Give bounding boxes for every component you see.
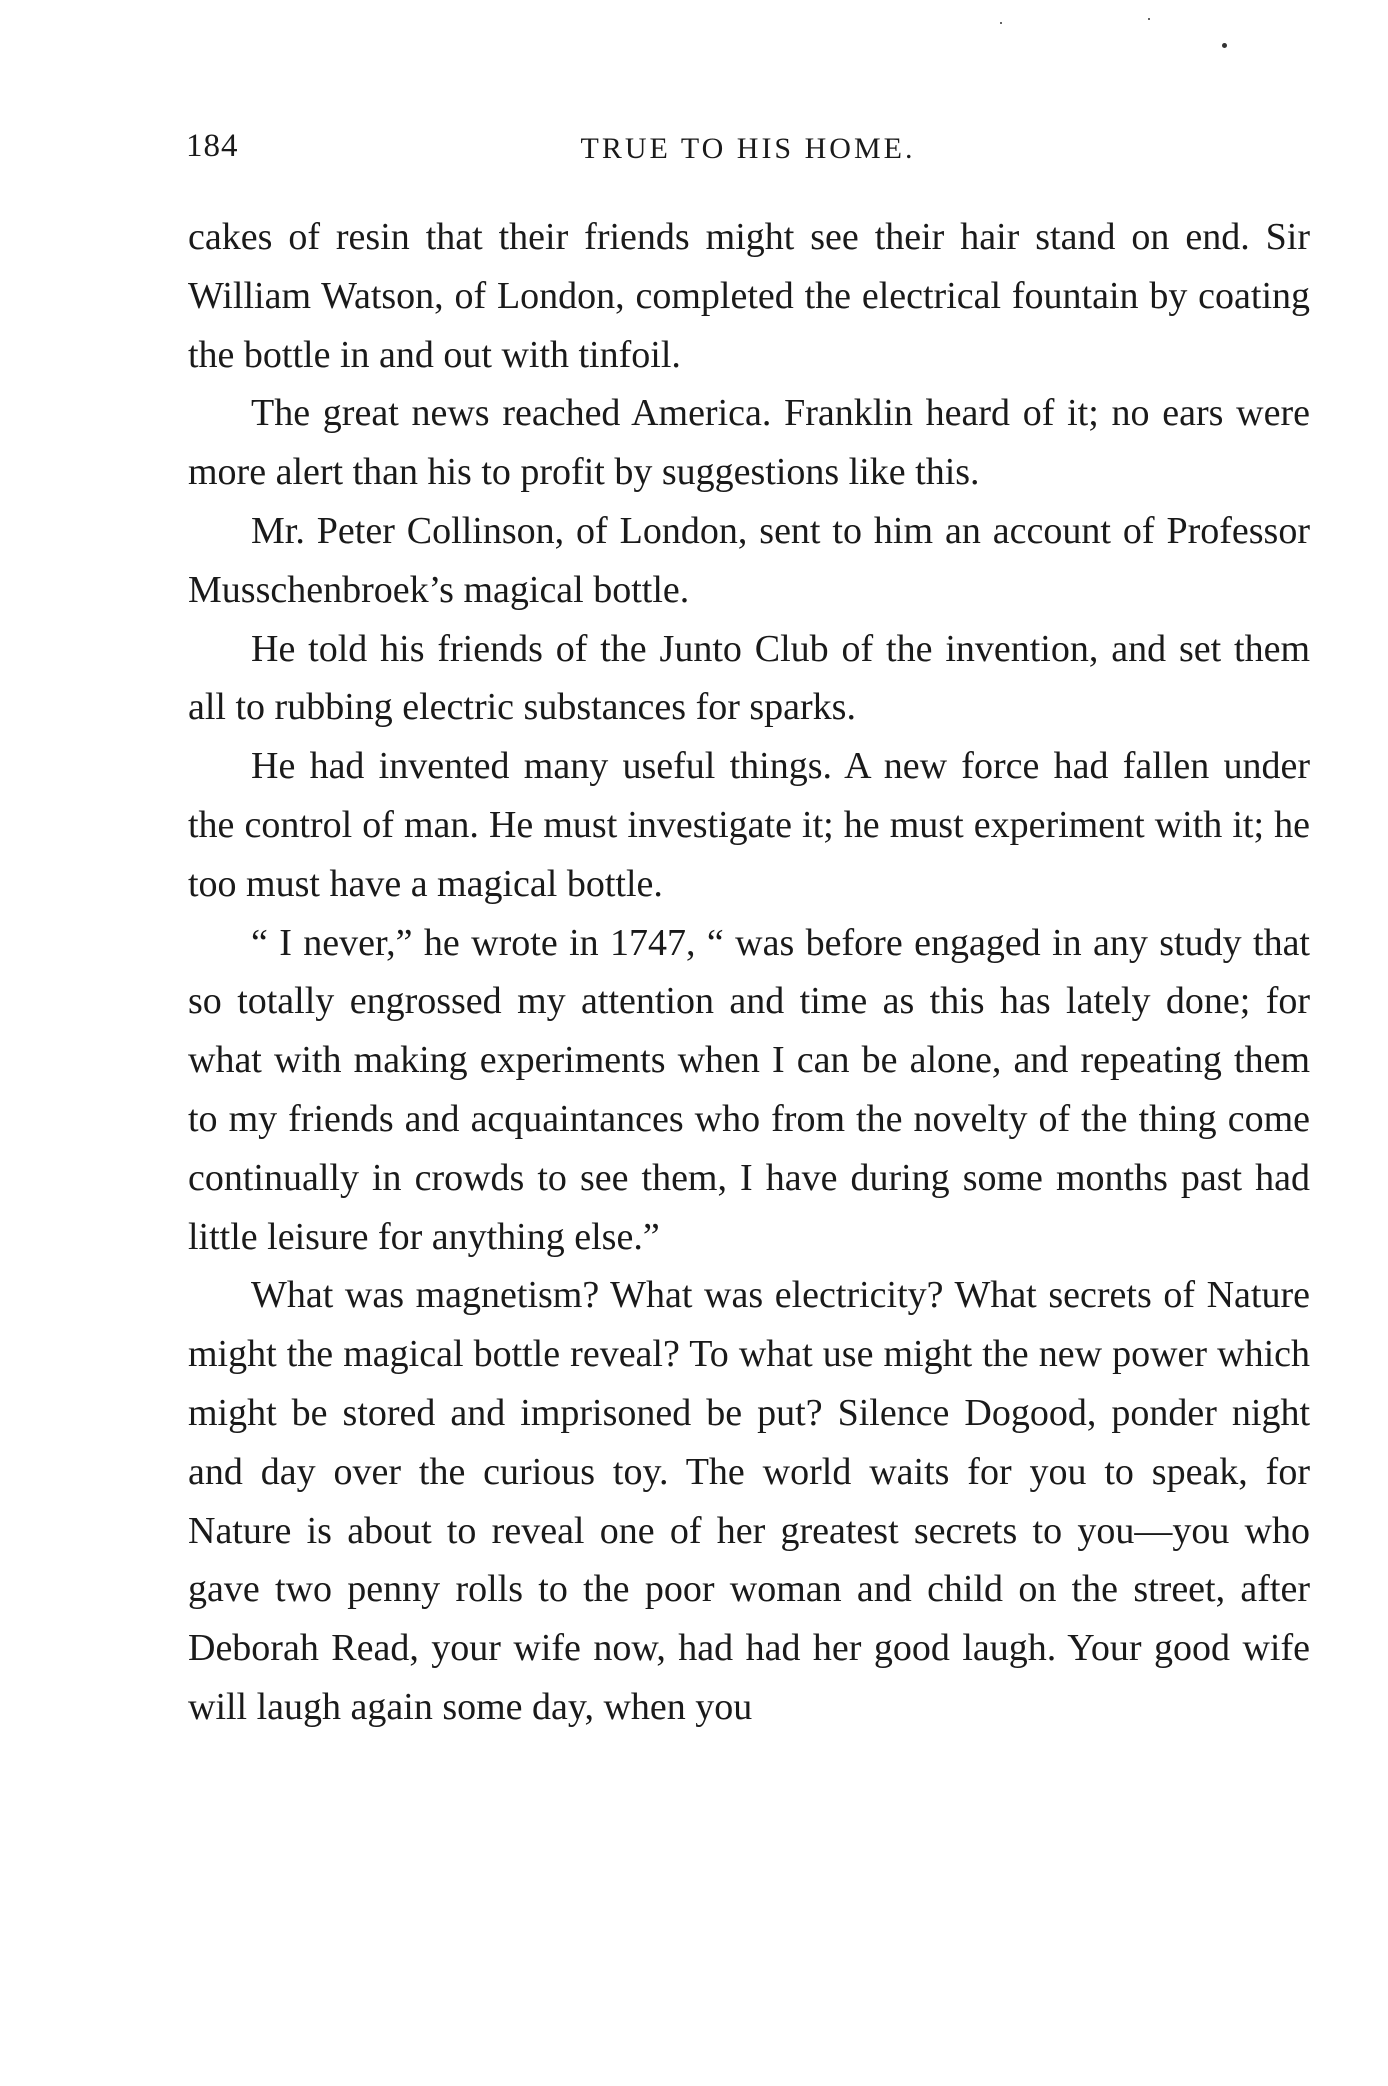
ink-speck xyxy=(1222,43,1227,48)
running-head: TRUE TO HIS HOME. xyxy=(580,132,916,165)
paragraph: cakes of resin that their friends might see their hair stand on end. Sir William Watson, of London, completed the electrical fountain by coating the bottle in and out with tinfoil. xyxy=(188,216,1310,376)
ink-speck xyxy=(1148,18,1150,20)
body-text xyxy=(188,208,1310,1737)
paragraph: What was magnetism? What was electricity? What secrets of Nature might the magical bottle reveal? To what use might the new power which might be stored and imprisoned be put? Silence Dogood, ponder night and day over the curious toy. The world waits for you to speak, for Nature is about to reveal one of her greatest secrets to you—you who gave two penny rolls to the poor woman and child on the street, after Deborah Read, your wife now, had had her good laugh. Your good wife will laugh again some day, when you xyxy=(188,1274,1310,1728)
paragraph: He told his friends of the Junto Club of the invention, and set them all to rubbing electric substances for sparks. xyxy=(188,627,1310,729)
paragraph: Mr. Peter Collinson, of London, sent to him an account of Professor Musschenbroek’s magical bottle. xyxy=(188,509,1310,611)
ink-speck xyxy=(1000,22,1002,24)
paragraph: “ I never,” he wrote in 1747, “ was before engaged in any study that so totally engrossed my attention and time as this has lately done; for what with making experiments when I can be alone, and repeating them to my friends and acquaintances who from the novelty of the thing come continually in crowds to see them, I have during some months past had little leisure for anything else.” xyxy=(188,921,1310,1258)
page-number: 184 xyxy=(186,128,239,164)
paragraph: He had invented many useful things. A new force had fallen under the control of man. He must investigate it; he must experiment with it; he too must have a magical bottle. xyxy=(188,745,1310,905)
paragraph: The great news reached America. Franklin heard of it; no ears were more alert than his to profit by suggestions like this. xyxy=(188,392,1310,494)
page-header xyxy=(186,128,1310,184)
